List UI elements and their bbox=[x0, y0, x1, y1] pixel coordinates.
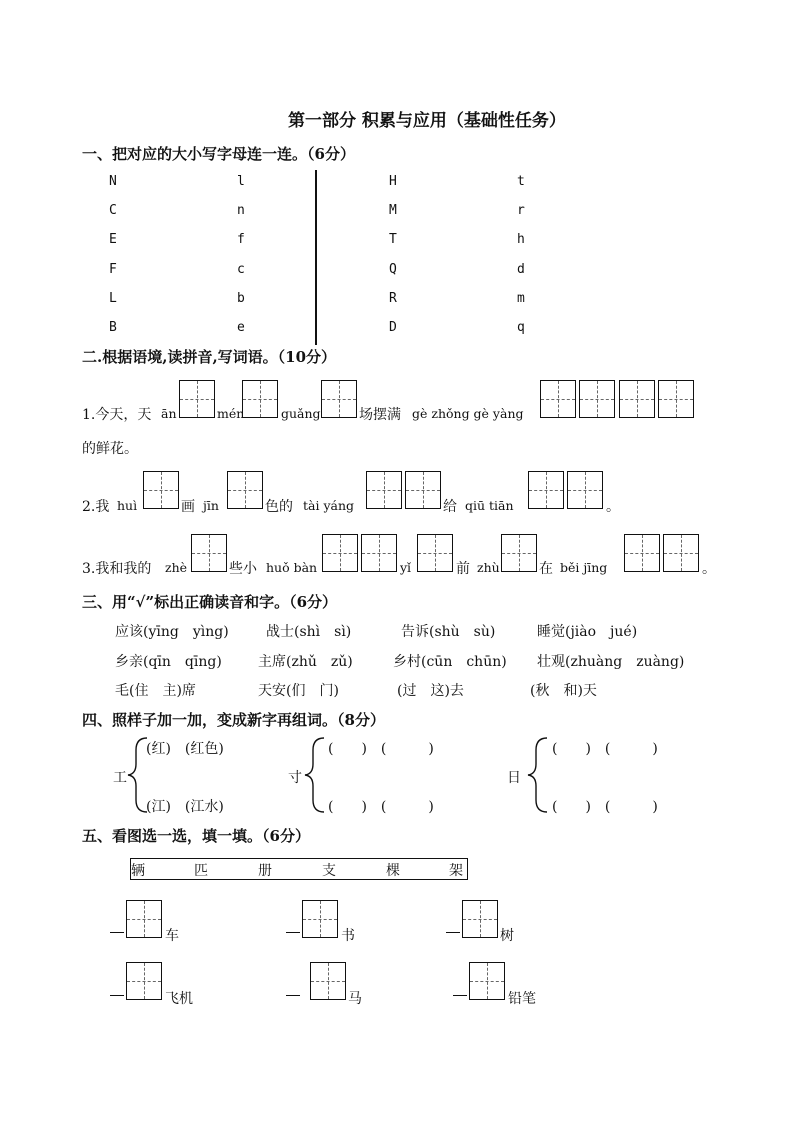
dash-mark bbox=[446, 932, 460, 933]
q1-text-c: 的鲜花。 bbox=[82, 441, 138, 457]
q3-text-d: 在 bbox=[539, 561, 553, 577]
left-lower-letter[interactable]: c bbox=[237, 262, 245, 277]
right-upper-letter[interactable]: H bbox=[389, 174, 397, 189]
left-upper-letter[interactable]: B bbox=[109, 320, 117, 335]
option-word: 册 bbox=[258, 863, 272, 879]
right-upper-letter[interactable]: T bbox=[389, 232, 397, 247]
q2-text-d: 给 bbox=[443, 499, 457, 515]
choice-item[interactable]: 天安(们 门) bbox=[258, 683, 339, 699]
option-word: 架 bbox=[449, 863, 463, 879]
answer-blank[interactable]: ( ) ( ) bbox=[328, 799, 434, 815]
q1-text-b: 场摆满 bbox=[359, 407, 401, 423]
right-lower-letter[interactable]: d bbox=[517, 262, 525, 277]
q2-pinyin-2: jīn bbox=[203, 498, 219, 513]
left-upper-letter[interactable]: F bbox=[109, 262, 117, 277]
tian-grid-box[interactable] bbox=[310, 962, 346, 1000]
left-lower-letter[interactable]: l bbox=[237, 174, 245, 189]
left-lower-letter[interactable]: b bbox=[237, 291, 245, 306]
left-upper-letter[interactable]: E bbox=[109, 232, 117, 247]
q3-pinyin-3: yǐ bbox=[400, 560, 412, 575]
left-upper-letter[interactable]: C bbox=[109, 203, 117, 218]
example-top: (红) (红色) bbox=[146, 741, 224, 757]
answer-blank[interactable]: ( ) ( ) bbox=[552, 799, 658, 815]
dash-mark bbox=[286, 932, 300, 933]
right-upper-letter[interactable]: D bbox=[389, 320, 397, 335]
q3-text-a: 3.我和我的 bbox=[82, 561, 152, 577]
dash-mark bbox=[110, 932, 124, 933]
choice-item[interactable]: 告诉(shù sù) bbox=[401, 624, 496, 640]
section-3-heading: 三、用“√”标出正确读音和字。（6分） bbox=[82, 593, 338, 611]
choice-item[interactable]: 睡觉(jiào jué) bbox=[537, 624, 638, 640]
right-lower-letter[interactable]: t bbox=[517, 174, 525, 189]
tian-grid-box[interactable] bbox=[469, 962, 505, 1000]
section-2-heading: 二.根据语境,读拼音,写词语。（10分） bbox=[82, 348, 337, 366]
right-lower-letter[interactable]: q bbox=[517, 320, 525, 335]
q2-pinyin-3: tài yáng bbox=[303, 498, 355, 513]
q3-pinyin-1: zhè bbox=[165, 560, 188, 575]
choice-item[interactable]: (秋 和)天 bbox=[530, 683, 597, 699]
q1-pinyin-3: guǎng bbox=[281, 406, 321, 421]
item-noun: 铅笔 bbox=[508, 991, 536, 1007]
option-word: 辆 bbox=[131, 863, 145, 879]
left-lower-letter[interactable]: e bbox=[237, 320, 245, 335]
choice-item[interactable]: 壮观(zhuàng zuàng) bbox=[537, 654, 685, 670]
q2-text-b: 画 bbox=[181, 499, 195, 515]
right-lower-letter[interactable]: r bbox=[517, 203, 525, 218]
right-upper-letter[interactable]: M bbox=[389, 203, 397, 218]
page-title: 第一部分 积累与应用（基础性任务） bbox=[288, 111, 566, 131]
left-lower-letter[interactable]: n bbox=[237, 203, 245, 218]
item-noun: 车 bbox=[165, 928, 179, 944]
q3-pinyin-4: zhù bbox=[477, 560, 500, 575]
q2-pinyin-1: huì bbox=[117, 498, 138, 513]
choice-item[interactable]: 乡村(cūn chūn) bbox=[393, 654, 507, 670]
tian-grid-box[interactable] bbox=[462, 900, 498, 938]
left-brace bbox=[305, 738, 324, 812]
right-lower-letter[interactable]: m bbox=[517, 291, 525, 306]
choice-item[interactable]: 乡亲(qīn qīng) bbox=[115, 654, 222, 670]
section-5-heading: 五、看图选一选，填一填。（6分） bbox=[82, 827, 310, 845]
measure-word-options bbox=[130, 858, 468, 880]
dash-mark bbox=[110, 995, 124, 996]
item-noun: 马 bbox=[348, 991, 362, 1007]
tian-grid-box[interactable] bbox=[126, 900, 162, 938]
q2-text-c: 色的 bbox=[265, 499, 293, 515]
example-bottom: (江) (江水) bbox=[146, 799, 224, 815]
item-noun: 树 bbox=[500, 928, 514, 944]
left-brace bbox=[128, 738, 147, 812]
q3-text-c: 前 bbox=[456, 561, 470, 577]
q1-text-a: 1.今天，天 bbox=[82, 407, 152, 423]
q2-text-a: 2.我 bbox=[82, 499, 110, 515]
option-word: 棵 bbox=[386, 863, 400, 879]
base-char: 寸 bbox=[288, 770, 302, 786]
section-1-heading: 一、把对应的大小写字母连一连。（6分） bbox=[82, 145, 355, 163]
right-lower-letter[interactable]: h bbox=[517, 232, 525, 247]
left-upper-letter[interactable]: N bbox=[109, 174, 117, 189]
q1-pinyin-2: mén bbox=[217, 406, 245, 421]
choice-item[interactable]: 战士(shì sì) bbox=[266, 624, 352, 640]
left-lower-letter[interactable]: f bbox=[237, 232, 245, 247]
dash-mark bbox=[286, 995, 300, 996]
right-upper-letter[interactable]: Q bbox=[389, 262, 397, 277]
right-upper-letter[interactable]: R bbox=[389, 291, 397, 306]
option-word: 匹 bbox=[194, 863, 208, 879]
choice-item[interactable]: 应该(yīng yìng) bbox=[115, 624, 229, 640]
section-4-heading: 四、照样子加一加，变成新字再组词。（8分） bbox=[82, 711, 385, 729]
q3-text-e: 。 bbox=[702, 561, 716, 577]
option-word: 支 bbox=[322, 863, 336, 879]
item-noun: 书 bbox=[341, 928, 355, 944]
q2-text-e: 。 bbox=[606, 499, 620, 515]
choice-item[interactable]: (过 这)去 bbox=[397, 683, 464, 699]
answer-blank[interactable]: ( ) ( ) bbox=[552, 741, 658, 757]
base-char: 日 bbox=[507, 770, 521, 786]
base-char: 工 bbox=[113, 770, 127, 786]
left-brace bbox=[528, 738, 547, 812]
q3-text-b: 些小 bbox=[229, 561, 257, 577]
q3-pinyin-5: běi jīng bbox=[560, 560, 608, 575]
answer-blank[interactable]: ( ) ( ) bbox=[328, 741, 434, 757]
tian-grid-box[interactable] bbox=[302, 900, 338, 938]
item-noun: 飞机 bbox=[165, 991, 193, 1007]
q3-pinyin-2: huǒ bàn bbox=[266, 560, 318, 575]
choice-item[interactable]: 毛(住 主)席 bbox=[115, 683, 196, 699]
choice-item[interactable]: 主席(zhǔ zǔ) bbox=[258, 654, 353, 670]
left-upper-letter[interactable]: L bbox=[109, 291, 117, 306]
tian-grid-box[interactable] bbox=[126, 962, 162, 1000]
q1-pinyin-4: gè zhǒng gè yàng bbox=[412, 406, 524, 421]
q2-pinyin-4: qiū tiān bbox=[465, 498, 514, 513]
q1-pinyin-1: ān bbox=[161, 406, 177, 421]
dash-mark bbox=[453, 995, 467, 996]
